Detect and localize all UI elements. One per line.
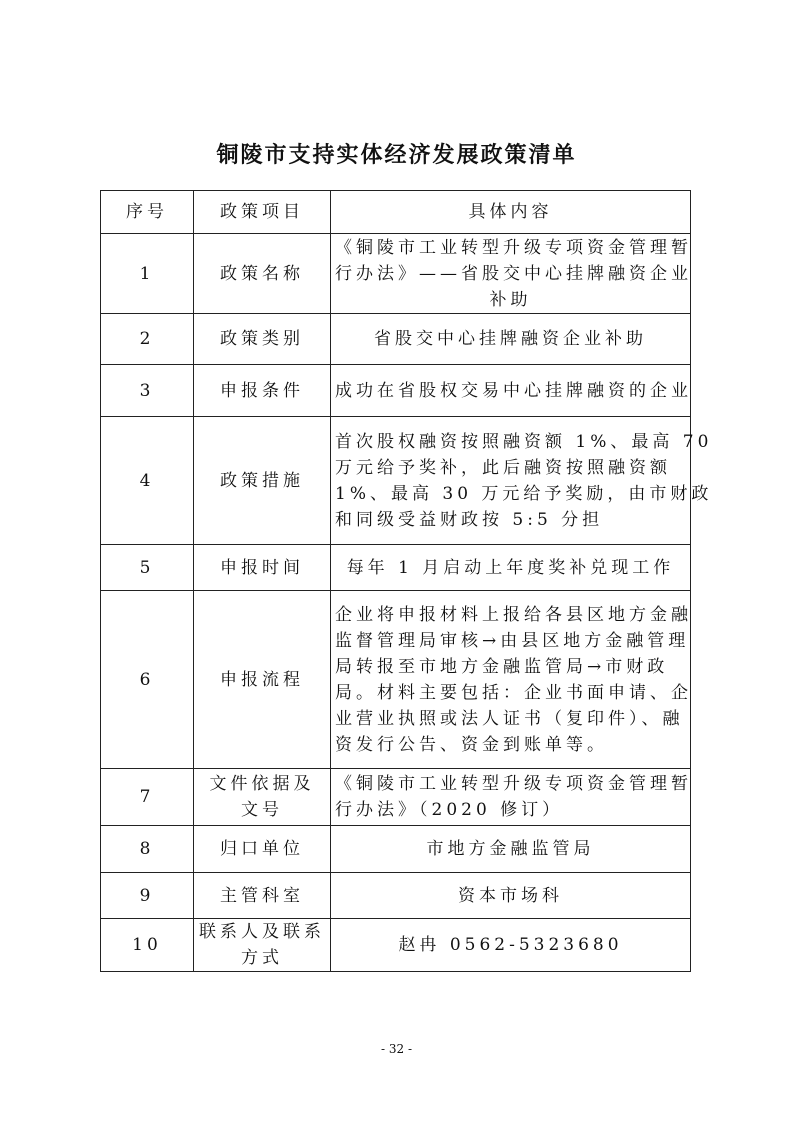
policy-item-line: 申报流程: [220, 669, 304, 690]
policy-item-line: 政策措施: [220, 470, 304, 491]
policy-content-line: 资本市场科: [458, 885, 563, 906]
table-row: [101, 234, 691, 314]
policy-content: [331, 591, 691, 769]
table-row: [101, 365, 691, 417]
table-row: [101, 919, 691, 972]
row-number: 10: [101, 919, 194, 972]
policy-content-line: 资发行公告、资金到账单等。: [335, 734, 608, 755]
policy-content: [331, 769, 691, 826]
policy-item: [194, 826, 331, 873]
policy-item-line: 申报时间: [220, 557, 304, 578]
policy-content-line: 万元给予奖补，此后融资按照融资额: [335, 457, 671, 478]
row-number: 4: [101, 417, 194, 545]
policy-content: [331, 919, 691, 972]
policy-content-line: 局。材料主要包括：企业书面申请、企: [335, 682, 692, 703]
policy-item-line: 主管科室: [220, 885, 304, 906]
policy-content: [331, 234, 691, 314]
policy-item: [194, 545, 331, 591]
policy-item: [194, 314, 331, 365]
table-row: [101, 417, 691, 545]
policy-content-line: 赵冉 0562-5323680: [398, 935, 623, 955]
policy-content-line: 局转报至市地方金融监管局→市财政: [335, 656, 669, 677]
policy-content: [331, 826, 691, 873]
policy-item: [194, 769, 331, 826]
policy-item: [194, 591, 331, 769]
table-row: [101, 826, 691, 873]
header-item: 政策项目: [194, 191, 331, 234]
policy-content-line: 首次股权融资按照融资额 1%、最高 70: [335, 431, 713, 452]
policy-item: [194, 417, 331, 545]
policy-item-line: 联系人及联系: [199, 922, 325, 942]
policy-content-line: 业营业执照或法人证书（复印件）、融: [335, 708, 684, 729]
table-row: [101, 769, 691, 826]
table-header-row: [101, 191, 691, 234]
header-seq: 序号: [101, 191, 194, 234]
table-row: [101, 545, 691, 591]
policy-item-line: 文号: [241, 800, 283, 820]
header-content: 具体内容: [331, 191, 691, 234]
policy-content-line: 市地方金融监管局: [426, 839, 595, 859]
policy-item-line: 政策名称: [220, 263, 304, 284]
row-number: 6: [101, 591, 194, 769]
row-number: 2: [101, 314, 194, 365]
row-number: 5: [101, 545, 194, 591]
row-number: 8: [101, 826, 194, 873]
policy-content-line: 行办法》（2020 修订）: [335, 800, 564, 820]
policy-content-line: 和同级受益财政按 5:5 分担: [335, 509, 604, 530]
policy-item-line: 文件依据及: [209, 774, 315, 794]
policy-content-line: 行办法》——省股交中心挂牌融资企业: [335, 263, 692, 284]
row-number: 7: [101, 769, 194, 826]
policy-table: [100, 190, 713, 972]
policy-content-line: 《铜陵市工业转型升级专项资金管理暂: [335, 774, 692, 794]
policy-content-line: 《铜陵市工业转型升级专项资金管理暂: [335, 237, 692, 258]
policy-item: [194, 365, 331, 417]
row-number: 9: [101, 873, 194, 919]
policy-content: [331, 314, 691, 365]
page-number: - 32 -: [380, 1042, 412, 1056]
policy-item: [194, 919, 331, 972]
policy-content: [331, 545, 691, 591]
policy-content: [331, 873, 691, 919]
policy-content-line: 监督管理局审核→由县区地方金融管理: [335, 630, 690, 651]
policy-item: [194, 873, 331, 919]
row-number: 1: [101, 234, 194, 314]
policy-item-line: 申报条件: [220, 380, 304, 401]
policy-content-line: 成功在省股权交易中心挂牌融资的企业: [335, 380, 692, 401]
policy-content-line: 每年 1 月启动上年度奖补兑现工作: [346, 557, 675, 578]
policy-content: [331, 417, 713, 545]
policy-content-line: 企业将申报材料上报给各县区地方金融: [335, 604, 692, 625]
row-number: 3: [101, 365, 194, 417]
policy-content-line: 补助: [489, 289, 532, 310]
policy-item-line: 方式: [241, 948, 283, 968]
document-title: 铜陵市支持实体经济发展政策清单: [216, 143, 577, 168]
table-row: [101, 873, 691, 919]
table-row: [101, 591, 691, 769]
policy-content-line: 1%、最高 30 万元给予奖励，由市财政: [335, 483, 713, 504]
policy-item-line: 政策类别: [220, 329, 304, 349]
policy-item: [194, 234, 331, 314]
policy-content-line: 省股交中心挂牌融资企业补助: [374, 329, 647, 349]
policy-item-line: 归口单位: [220, 839, 304, 859]
table-row: [101, 314, 691, 365]
policy-content: [331, 365, 691, 417]
